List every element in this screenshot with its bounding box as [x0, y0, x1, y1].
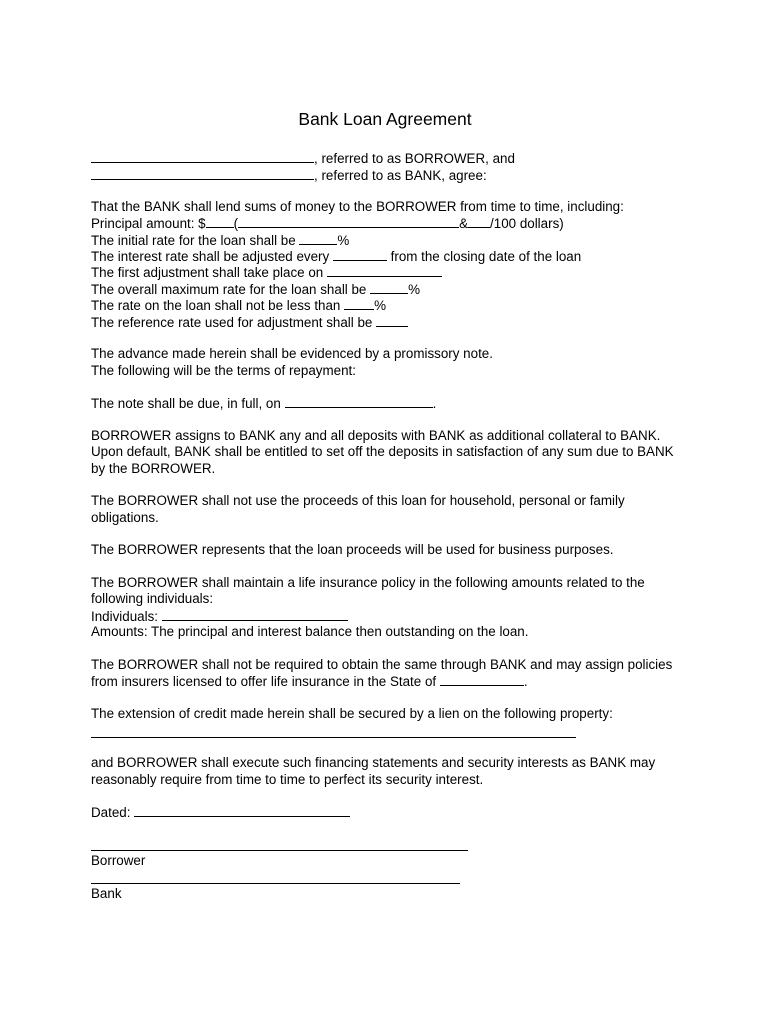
- first-adjustment-blank[interactable]: [327, 264, 442, 277]
- borrower-signature-label: Borrower: [91, 853, 146, 868]
- individuals-line: [91, 608, 348, 626]
- amounts-line: Amounts: The principal and interest balance then outstanding on the loan.: [91, 624, 529, 639]
- adjustment-suffix: from the closing date of the loan: [386, 249, 582, 264]
- principal-suffix: /100 dollars): [490, 216, 564, 231]
- use-line-1: The BORROWER shall not use the proceeds of this loan for household, personal or family: [91, 493, 625, 508]
- min-rate-label: The rate on the loan shall not be less than: [91, 298, 345, 313]
- borrower-party-line: [91, 150, 515, 168]
- state-period: .: [523, 674, 528, 689]
- bank-signature-line[interactable]: [91, 883, 460, 884]
- advance-line-1: The advance made herein shall be evidenced by a promissory note.: [91, 346, 493, 361]
- property-blank[interactable]: [91, 737, 576, 738]
- dated-line: [91, 804, 350, 822]
- financing-line-2: reasonably require from time to time to perfect its security interest.: [91, 772, 484, 787]
- first-adjustment-line: [91, 264, 442, 282]
- dated-label: Dated:: [91, 805, 135, 820]
- lien-line: The extension of credit made herein shall be secured by a lien on the following property:: [91, 706, 613, 721]
- purpose-line: The BORROWER represents that the loan proceeds will be used for business purposes.: [91, 542, 614, 557]
- due-date-period: .: [432, 396, 437, 411]
- due-date-line: [91, 395, 436, 413]
- initial-rate-blank[interactable]: [299, 232, 337, 245]
- bank-signature-label: Bank: [91, 886, 122, 901]
- document-title: Bank Loan Agreement: [298, 109, 472, 129]
- principal-number-blank[interactable]: [206, 215, 234, 228]
- borrower-party-text: , referred to as BORROWER, and: [314, 151, 515, 166]
- financing-line-1: and BORROWER shall execute such financing statements and security interests as BANK may: [91, 755, 656, 770]
- min-rate-line: [91, 297, 386, 315]
- principal-amp: &: [459, 216, 469, 231]
- bank-party-text: , referred to as BANK, agree:: [314, 168, 487, 183]
- insurers-line-2: [91, 673, 528, 691]
- dated-blank[interactable]: [134, 804, 350, 817]
- insurers-line-1: The BORROWER shall not be required to obtain the same through BANK and may assign policies: [91, 657, 673, 672]
- max-rate-label: The overall maximum rate for the loan shall be: [91, 282, 371, 297]
- borrower-signature-line[interactable]: [91, 850, 468, 851]
- use-line-2: obligations.: [91, 510, 159, 525]
- bank-party-line: [91, 167, 487, 185]
- individuals-blank[interactable]: [162, 608, 348, 621]
- insurance-line-1: The BORROWER shall maintain a life insurance policy in the following amounts related to the: [91, 575, 645, 590]
- insurers-state-label: from insurers licensed to offer life insurance in the State of: [91, 674, 440, 689]
- max-rate-blank[interactable]: [370, 281, 408, 294]
- state-blank[interactable]: [440, 673, 524, 686]
- adjustment-period-blank[interactable]: [333, 248, 387, 261]
- bank-name-blank[interactable]: [91, 167, 314, 180]
- initial-rate-label: The initial rate for the loan shall be: [91, 233, 300, 248]
- borrower-name-blank[interactable]: [91, 150, 314, 163]
- advance-line-2: The following will be the terms of repayment:: [91, 363, 356, 378]
- adjustment-label: The interest rate shall be adjusted every: [91, 249, 333, 264]
- reference-rate-line: [91, 314, 408, 332]
- principal-words-blank[interactable]: [238, 215, 459, 228]
- percent-sign: %: [408, 282, 421, 297]
- insurance-line-2: following individuals:: [91, 591, 214, 606]
- principal-paren: (: [233, 216, 239, 231]
- reference-rate-blank[interactable]: [376, 314, 408, 327]
- max-rate-line: [91, 281, 420, 299]
- principal-amount-line: [91, 215, 564, 233]
- principal-label: Principal amount: $: [91, 216, 206, 231]
- collateral-line-1: BORROWER assigns to BANK any and all deposits with BANK as additional collateral to BANK.: [91, 428, 661, 443]
- percent-sign: %: [337, 233, 350, 248]
- initial-rate-line: [91, 232, 349, 250]
- terms-intro: That the BANK shall lend sums of money to the BORROWER from time to time, including:: [91, 199, 624, 214]
- collateral-line-3: by the BORROWER.: [91, 461, 216, 476]
- due-date-label: The note shall be due, in full, on: [91, 396, 285, 411]
- percent-sign: %: [374, 298, 387, 313]
- principal-cents-blank[interactable]: [468, 215, 490, 228]
- individuals-label: Individuals:: [91, 609, 162, 624]
- adjustment-period-line: [91, 248, 581, 266]
- min-rate-blank[interactable]: [344, 297, 374, 310]
- due-date-blank[interactable]: [285, 395, 433, 408]
- collateral-line-2: Upon default, BANK shall be entitled to set off the deposits in satisfaction of any sum due to BANK: [91, 444, 674, 459]
- first-adjustment-label: The first adjustment shall take place on: [91, 265, 327, 280]
- reference-rate-label: The reference rate used for adjustment shall be: [91, 315, 377, 330]
